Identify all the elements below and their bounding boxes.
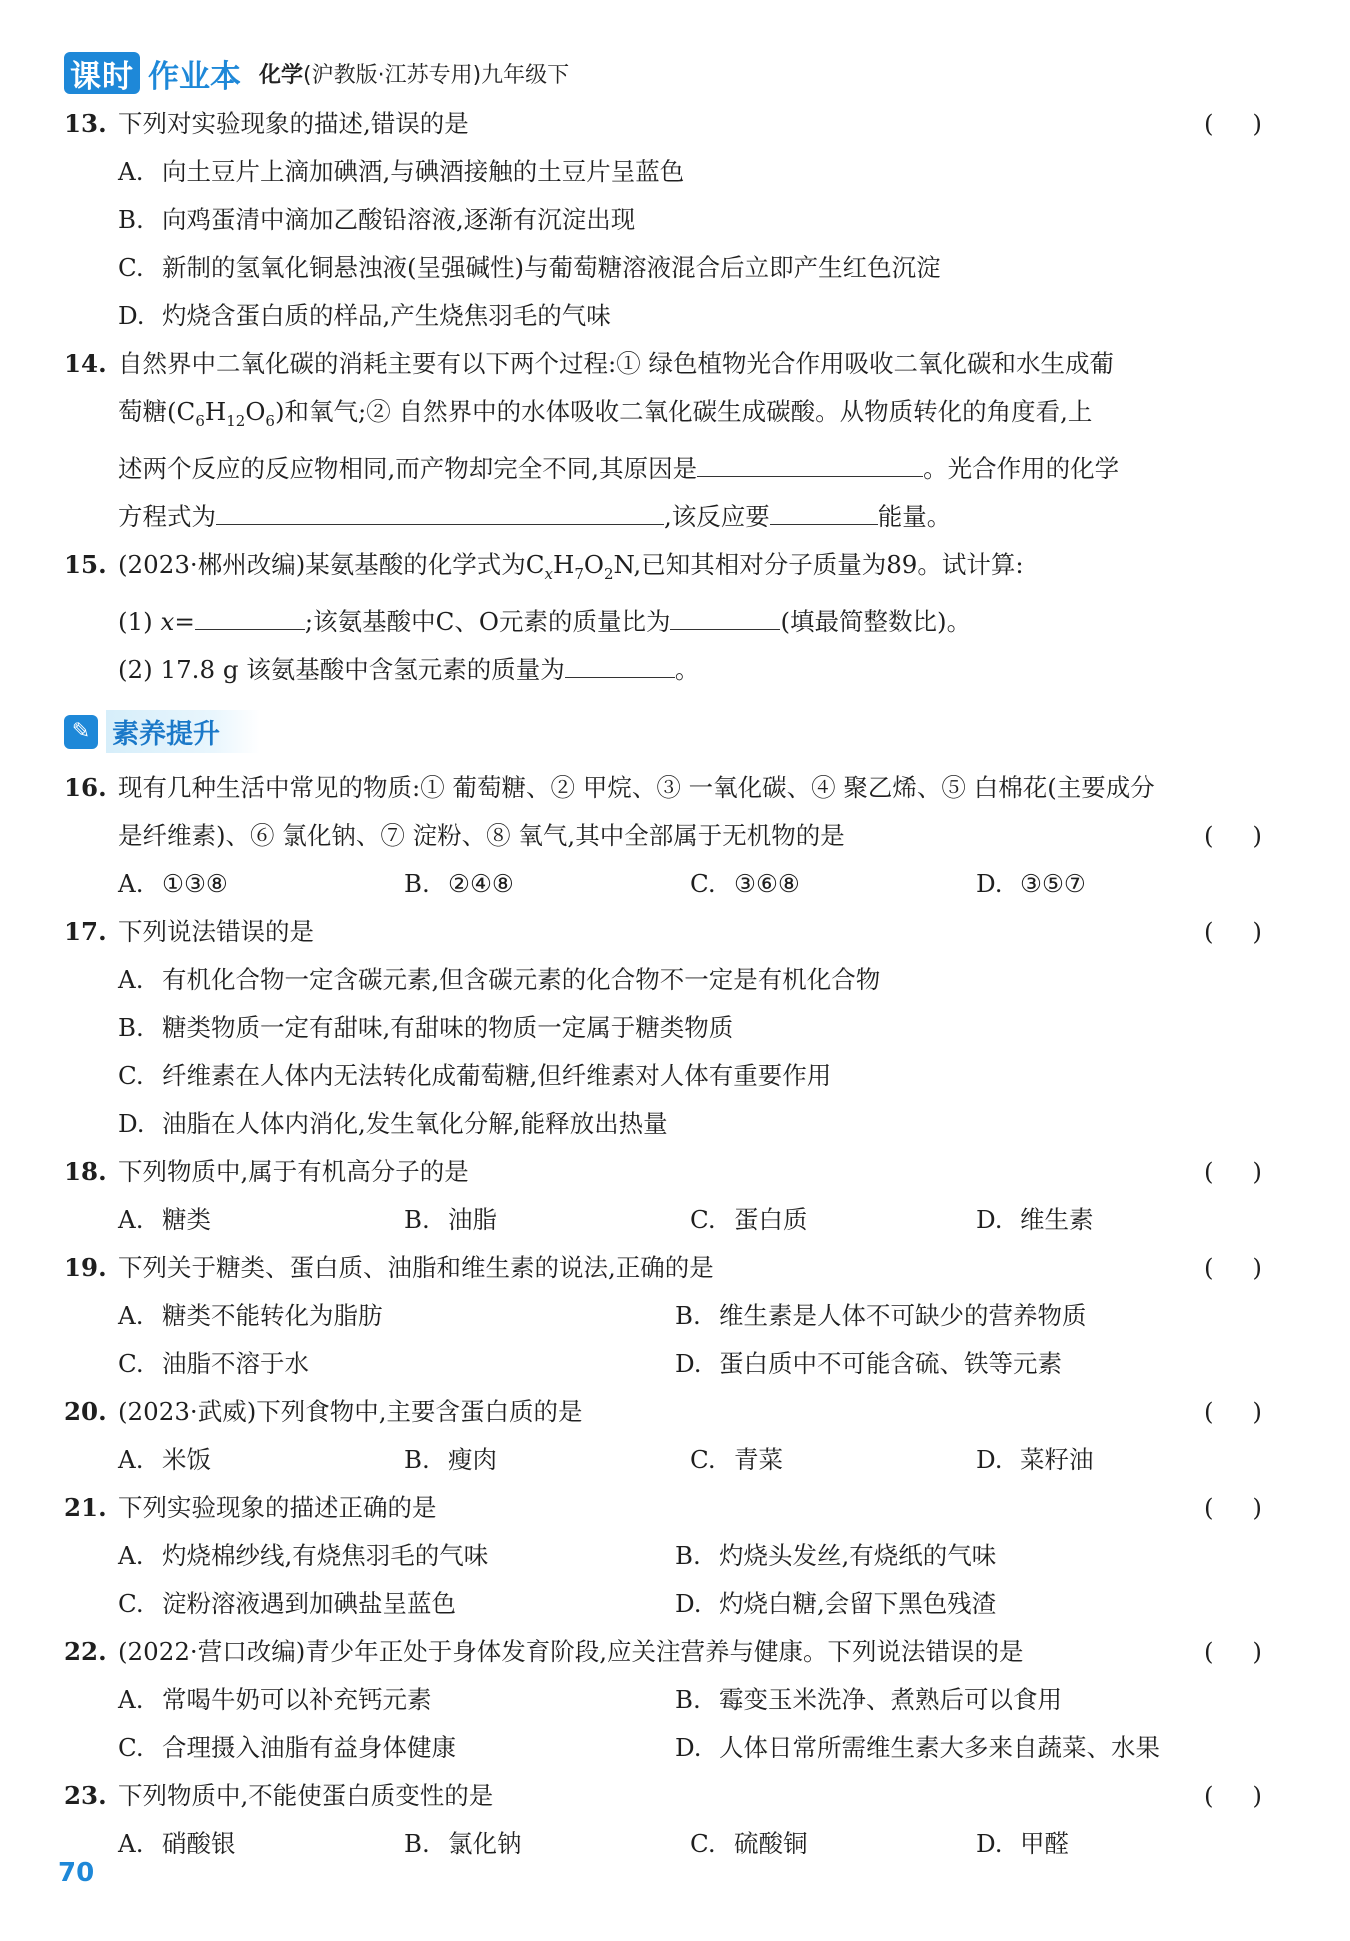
question-number: 19. xyxy=(64,1252,107,1282)
page-number: 70 xyxy=(58,1858,95,1888)
options-row xyxy=(64,1820,1262,1868)
question-stem: 下列实验现象的描述正确的是 xyxy=(118,1492,437,1522)
pencil-icon: ✎ xyxy=(64,715,98,749)
options-row xyxy=(64,1196,1262,1244)
option-b: B. 糖类物质一定有甜味,有甜味的物质一定属于糖类物质 xyxy=(118,1012,734,1042)
option-d: D. 油脂在人体内消化,发生氧化分解,能释放出热量 xyxy=(118,1108,668,1138)
subject-label: 化学 xyxy=(259,62,304,88)
option-b: B. 灼烧头发丝,有烧纸的气味 xyxy=(675,1540,997,1570)
question-stem-line2: 是纤维素)、⑥ 氯化钠、⑦ 淀粉、⑧ 氧气,其中全部属于无机物的是 xyxy=(118,820,845,850)
edition-label: (沪教版·江苏专用)九年级下 xyxy=(303,62,570,88)
book-subtitle xyxy=(259,58,569,89)
answer-bracket: ( ) xyxy=(1203,109,1262,138)
option-b: B. 氯化钠 xyxy=(404,1828,522,1858)
option-c: C. 油脂不溶于水 xyxy=(118,1348,309,1378)
option-b: B. ②④⑧ xyxy=(404,868,514,898)
option-c: C. ③⑥⑧ xyxy=(690,868,800,898)
answer-bracket: ( ) xyxy=(1203,1252,1262,1282)
option-c: C. 硫酸铜 xyxy=(690,1828,808,1858)
option-a: A. 常喝牛奶可以补充钙元素 xyxy=(118,1684,432,1714)
question-stem: (2023·武威)下列食物中,主要含蛋白质的是 xyxy=(118,1396,583,1426)
question-17 xyxy=(64,908,1262,1148)
question-15 xyxy=(64,541,1262,694)
logo-badge: 课时 xyxy=(64,52,140,94)
option-text: 向土豆片上滴加碘酒,与碘酒接触的土豆片呈蓝色 xyxy=(162,157,685,186)
question-number: 17. xyxy=(64,916,107,946)
option-text: 灼烧含蛋白质的样品,产生烧焦羽毛的气味 xyxy=(162,301,611,330)
option-b: B. 油脂 xyxy=(404,1204,497,1234)
option-c xyxy=(64,244,1262,292)
question-stem-line4: 方程式为 ,该反应要 能量。 xyxy=(64,493,1262,541)
answer-blank[interactable] xyxy=(565,647,675,678)
option-a: A. 有机化合物一定含碳元素,但含碳元素的化合物不一定是有机化合物 xyxy=(118,964,881,994)
question-stem: 下列物质中,不能使蛋白质变性的是 xyxy=(118,1780,494,1810)
answer-bracket: ( ) xyxy=(1203,820,1262,850)
question-stem: 下列物质中,属于有机高分子的是 xyxy=(118,1156,469,1186)
question-number: 16. xyxy=(64,772,107,802)
option-d: D. 人体日常所需维生素大多来自蔬菜、水果 xyxy=(675,1732,1160,1762)
option-a: A. 灼烧棉纱线,有烧焦羽毛的气味 xyxy=(118,1540,489,1570)
question-number: 21. xyxy=(64,1492,107,1522)
option-c: C. 合理摄入油脂有益身体健康 xyxy=(118,1732,456,1762)
option-a: A. 米饭 xyxy=(118,1444,211,1474)
option-b xyxy=(64,196,1262,244)
question-number: 23. xyxy=(64,1780,107,1810)
questions-area xyxy=(64,100,1262,1868)
option-b: B. 瘦肉 xyxy=(404,1444,497,1474)
option-label: A. xyxy=(118,157,144,186)
option-a: A. 糖类不能转化为脂肪 xyxy=(118,1300,383,1330)
answer-bracket: ( ) xyxy=(1203,916,1262,946)
option-d: D. ③⑤⑦ xyxy=(976,868,1086,898)
section-header xyxy=(64,710,1262,754)
question-14 xyxy=(64,340,1262,541)
options-row xyxy=(64,1532,1262,1580)
options-row xyxy=(64,1292,1262,1340)
question-18 xyxy=(64,1148,1262,1244)
answer-bracket: ( ) xyxy=(1203,1492,1262,1522)
option-a: A. ①③⑧ xyxy=(118,868,228,898)
answer-blank[interactable] xyxy=(216,494,664,525)
question-number: 20. xyxy=(64,1396,107,1426)
option-d xyxy=(64,292,1262,340)
option-text: 新制的氢氧化铜悬浊液(呈强碱性)与葡萄糖溶液混合后立即产生红色沉淀 xyxy=(162,253,941,282)
question-22 xyxy=(64,1628,1262,1772)
question-23 xyxy=(64,1772,1262,1868)
question-13 xyxy=(64,100,1262,340)
question-number: 15. xyxy=(64,549,107,579)
options-row xyxy=(64,1580,1262,1628)
option-d: D. 蛋白质中不可能含硫、铁等元素 xyxy=(675,1348,1062,1378)
question-21 xyxy=(64,1484,1262,1628)
question-number: 18. xyxy=(64,1156,107,1186)
options-row xyxy=(64,860,1262,908)
answer-blank[interactable] xyxy=(770,494,878,525)
option-c: C. 淀粉溶液遇到加碘盐呈蓝色 xyxy=(118,1588,456,1618)
option-d: D. 灼烧白糖,会留下黑色残渣 xyxy=(675,1588,997,1618)
options-row xyxy=(64,1436,1262,1484)
answer-blank[interactable] xyxy=(697,446,923,477)
option-d: D. 菜籽油 xyxy=(976,1444,1094,1474)
answer-blank[interactable] xyxy=(670,599,780,630)
question-number: 13. xyxy=(64,109,107,138)
question-number: 14. xyxy=(64,349,107,378)
options-row xyxy=(64,1676,1262,1724)
options-row xyxy=(64,1724,1262,1772)
question-number: 22. xyxy=(64,1636,107,1666)
option-a: A. 糖类 xyxy=(118,1204,211,1234)
question-stem: 下列说法错误的是 xyxy=(118,916,314,946)
question-stem: 下列对实验现象的描述,错误的是 xyxy=(118,109,469,138)
section-title: 素养提升 xyxy=(106,710,260,753)
sub-question-1: (1) x= ;该氨基酸中C、O元素的质量比为 (填最简整数比)。 xyxy=(64,598,1262,646)
option-c: C. 纤维素在人体内无法转化成葡萄糖,但纤维素对人体有重要作用 xyxy=(118,1060,832,1090)
option-label: C. xyxy=(118,253,144,282)
option-text: 向鸡蛋清中滴加乙酸铅溶液,逐渐有沉淀出现 xyxy=(162,205,636,234)
question-stem: 下列关于糖类、蛋白质、油脂和维生素的说法,正确的是 xyxy=(118,1252,714,1282)
answer-blank[interactable] xyxy=(195,599,305,630)
option-b: B. 霉变玉米洗净、煮熟后可以食用 xyxy=(675,1684,1062,1714)
answer-bracket: ( ) xyxy=(1203,1636,1262,1666)
option-a: A. 硝酸银 xyxy=(118,1828,236,1858)
question-stem: (2023·郴州改编)某氨基酸的化学式为$C_xH_7O_2N$,已知其相对分子质量为89。试计算: xyxy=(118,549,1024,583)
options-row xyxy=(64,1340,1262,1388)
answer-bracket: ( ) xyxy=(1203,1396,1262,1426)
question-stem: (2022·营口改编)青少年正处于身体发育阶段,应关注营养与健康。下列说法错误的是 xyxy=(118,1636,1024,1666)
option-label: D. xyxy=(118,301,145,330)
option-a xyxy=(64,148,1262,196)
option-label: B. xyxy=(118,205,144,234)
option-c: C. 青菜 xyxy=(690,1444,783,1474)
question-stem-line3: 述两个反应的反应物相同,而产物却完全不同,其原因是 。光合作用的化学 xyxy=(64,445,1262,493)
question-stem-line1: 自然界中二氧化碳的消耗主要有以下两个过程:① 绿色植物光合作用吸收二氧化碳和水生成葡 xyxy=(118,349,1115,378)
page-header xyxy=(64,50,569,96)
question-19 xyxy=(64,1244,1262,1388)
option-d: D. 甲醛 xyxy=(976,1828,1069,1858)
option-c: C. 蛋白质 xyxy=(690,1204,808,1234)
logo-title: 作业本 xyxy=(148,58,241,95)
question-20 xyxy=(64,1388,1262,1484)
answer-bracket: ( ) xyxy=(1203,1156,1262,1186)
question-stem-line1: 现有几种生活中常见的物质:① 葡萄糖、② 甲烷、③ 一氧化碳、④ 聚乙烯、⑤ 白棉花(主要成分 xyxy=(118,772,1155,802)
question-16 xyxy=(64,764,1262,908)
answer-bracket: ( ) xyxy=(1203,1780,1262,1810)
question-stem-line2: 萄糖$(C_6H_{12}O_6)$和氧气;② 自然界中的水体吸收二氧化碳生成碳酸。从物质转化的角度看,上 xyxy=(118,397,1093,430)
option-d: D. 维生素 xyxy=(976,1204,1094,1234)
option-b: B. 维生素是人体不可缺少的营养物质 xyxy=(675,1300,1087,1330)
sub-question-2: (2) 17.8 g 该氨基酸中含氢元素的质量为 。 xyxy=(64,646,1262,694)
